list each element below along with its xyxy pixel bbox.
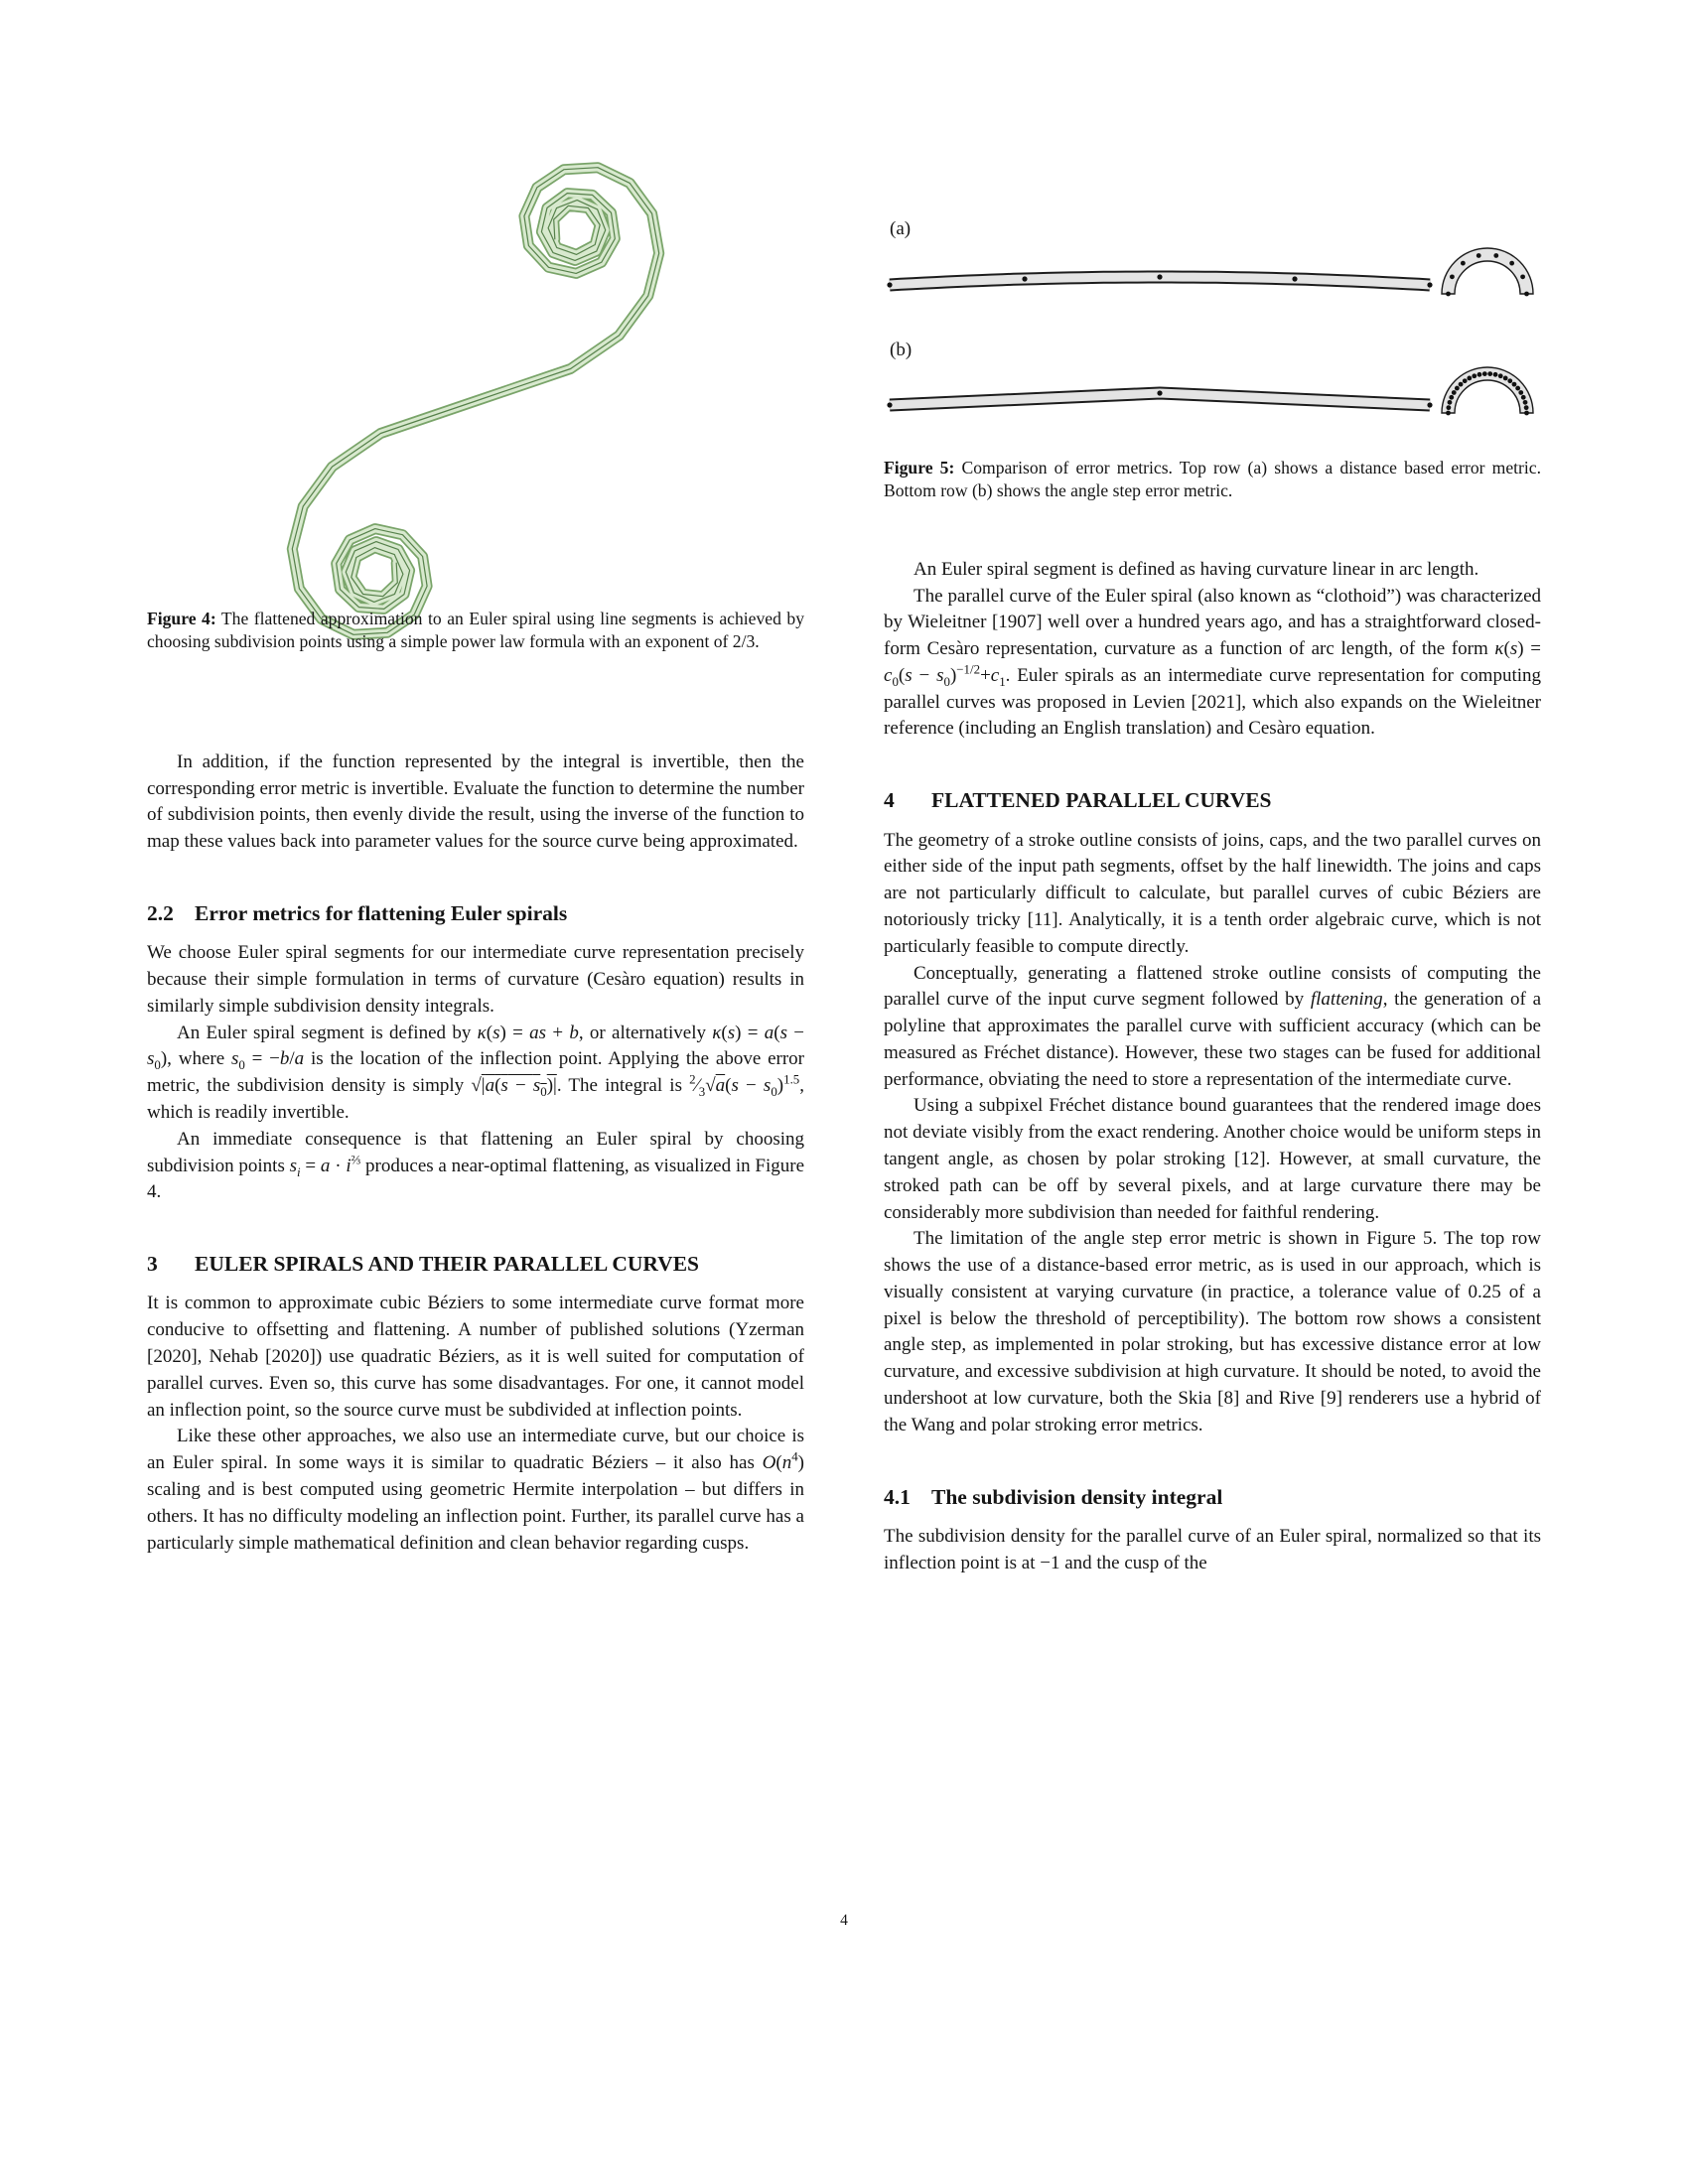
- section-title: Error metrics for flattening Euler spirals: [195, 900, 568, 925]
- section-title: The subdivision density integral: [931, 1484, 1223, 1509]
- section-number: 3: [147, 1252, 158, 1277]
- section-title: EULER SPIRALS AND THEIR PARALLEL CURVES: [195, 1252, 700, 1277]
- figure-4: [147, 220, 804, 654]
- paragraph-flattened-stroke-outline: Conceptually, generating a flattened stroke outline consists of computing the parallel curve of the input curve segment followed by flattening, the generation of a polyline that approximates the parallel curve with sufficient accuracy (which can be measured as Fréchet distance). However, these two stages can be fused for additional performance, obviating the need to store a representation of the intermediate curve.: [884, 962, 1542, 1090]
- section-number: 4.1: [884, 1484, 911, 1509]
- paragraph-subdivision-density: The subdivision density for the parallel curve of an Euler spiral, normalized so that its inflection point is at −1 and the cusp of the: [884, 1525, 1541, 1573]
- section-number: 2.2: [147, 900, 174, 925]
- paragraph-integral-invertible: In addition, if the function represented by the integral is invertible, then the corresponding error metric is invertible. Evaluate the function to determine the number of subdivision points, then evenly divide the result, using the inverse of the function to map these values back into parameter values for the source curve being approximated.: [147, 751, 804, 853]
- section-number: 4: [884, 788, 895, 813]
- euler-spiral-flattening-figure: [147, 220, 804, 578]
- section-heading-4: [884, 786, 1541, 814]
- figure-5-caption: [884, 457, 1541, 503]
- paragraph-error-metric-choice: We choose Euler spiral segments for our intermediate curve representation precisely because their simple formulation in terms of curvature (Cesàro equation) results in similarly simple subdivision density integrals.: [147, 942, 804, 1017]
- section-heading-3: [147, 1250, 804, 1278]
- paragraph-clothoid-history: The parallel curve of the Euler spiral (also known as “clothoid”) was characterized by Wieleitner [1907] well over a hundred years ago, and has a straightforward closed-form Cesàro representation, curvature as a function of arc length, of the form $\kappa(s) = c_0(s - s_0)^{-1/2}+c_1$. Euler spirals as an intermediate curve representation for computing parallel curves was proposed in Levien [2021], which also expands on the Wieleitner reference (including an English translation) and Cesàro equation.: [884, 585, 1542, 740]
- section-title: FLATTENED PARALLEL CURVES: [931, 788, 1272, 813]
- figure-5-caption-text: Comparison of error metrics. Top row (a) shows a distance based error metric. Bottom row (b) shows the angle step error metric.: [884, 458, 1541, 501]
- paragraph-angle-step-limitation: The limitation of the angle step error metric is shown in Figure 5. The top row shows the use of a distance-based error metric, as is used in our approach, which is visually consistent at varying curvature (in practice, a tolerance value of 0.25 of a pixel is below the threshold of perceptibility). The bottom row shows a consistent angle step, as implemented in polar stroking, but has excessive distance error at low curvature, and excessive subdivision at high curvature. It should be noted, to avoid the undershoot at low curvature, both the Skia [8] and Rive [9] renderers use a hybrid of the Wang and polar stroking error metrics.: [884, 1228, 1541, 1435]
- paragraph-frechet-bound: Using a subpixel Fréchet distance bound guarantees that the rendered image does not deviate visibly from the exact rendering. Another choice would be uniform steps in tangent angle, as chosen by polar stroking [12]. However, at small curvature, the stroked path can be off by several pixels, and at large curvature there may be considerably more subdivision than needed for faithful rendering.: [884, 1095, 1541, 1223]
- left-column: [147, 0, 804, 1557]
- section-heading-2-2: [147, 899, 804, 927]
- paragraph-euler-spiral-choice: Like these other approaches, we also use an intermediate curve, but our choice is an Euler spiral. In some ways it is similar to quadratic Béziers – it also has $O(n^4)$ scaling and is best computed using geometric Hermite interpolation – but differs in others. It has no difficulty modeling an inflection point. Further, its parallel curve has a particularly simple mathematical definition and clean behavior regarding cusps.: [147, 1426, 804, 1554]
- figure-5: [884, 206, 1541, 503]
- figure-4-caption: [147, 608, 804, 654]
- paragraph-immediate-consequence: An immediate consequence is that flattening an Euler spiral by choosing subdivision points $s_i = a \cdot i^{\frac{2}{3}}$ produces a near-optimal flattening, as visualized in Figure 4.: [147, 1128, 805, 1203]
- paragraph-curvature-linear: An Euler spiral segment is defined as having curvature linear in arc length.: [914, 558, 1479, 580]
- section-heading-4-1: [884, 1483, 1541, 1511]
- figure-5-row-b-label: (b): [890, 340, 913, 360]
- right-column: [884, 0, 1541, 1577]
- figure-5-caption-label: Figure 5:: [884, 458, 955, 478]
- paragraph-stroke-outline-geometry: The geometry of a stroke outline consists of joins, caps, and the two parallel curves on either side of the input path segments, offset by the half linewidth. The joins and caps are not particularly difficult to calculate, but parallel curves of cubic Béziers are notoriously tricky [11]. Analytically, it is a tenth order algebraic curve, which is not particularly feasible to compute directly.: [884, 829, 1541, 957]
- paragraph-cubic-bezier-approximation: It is common to approximate cubic Béziers to some intermediate curve format more conducive to offsetting and flattening. A number of published solutions (Yzerman [2020], Nehab [2020]) use quadratic Béziers, as it is well suited for computation of parallel curves. Even so, this curve has some disadvantages. For one, it cannot model an inflection point, so the source curve must be subdivided at inflection points.: [147, 1293, 804, 1421]
- figure-4-caption-label: Figure 4:: [147, 609, 216, 628]
- error-metric-comparison-figure: [884, 206, 1541, 437]
- figure-4-caption-text: The flattened approximation to an Euler spiral using line segments is achieved by choosing subdivision points using a simple power law formula with an exponent of 2/3.: [147, 609, 805, 652]
- paragraph-euler-spiral-definition: An Euler spiral segment is defined by κ(s) = as + b, or alternatively $\kappa(s) = a(s - s_0)$, where $s_0 = -b/a$ is the location of the inflection point. Applying the above error metric, the subdivision density is simply $√|a(s - s_0)|$. The integral is $^2⁄_3√a(s - s_0)^{1.5}$, which is readily invertible.: [147, 1022, 805, 1123]
- figure-5-row-a-label: (a): [890, 218, 912, 239]
- page-number: 4: [840, 1912, 848, 1929]
